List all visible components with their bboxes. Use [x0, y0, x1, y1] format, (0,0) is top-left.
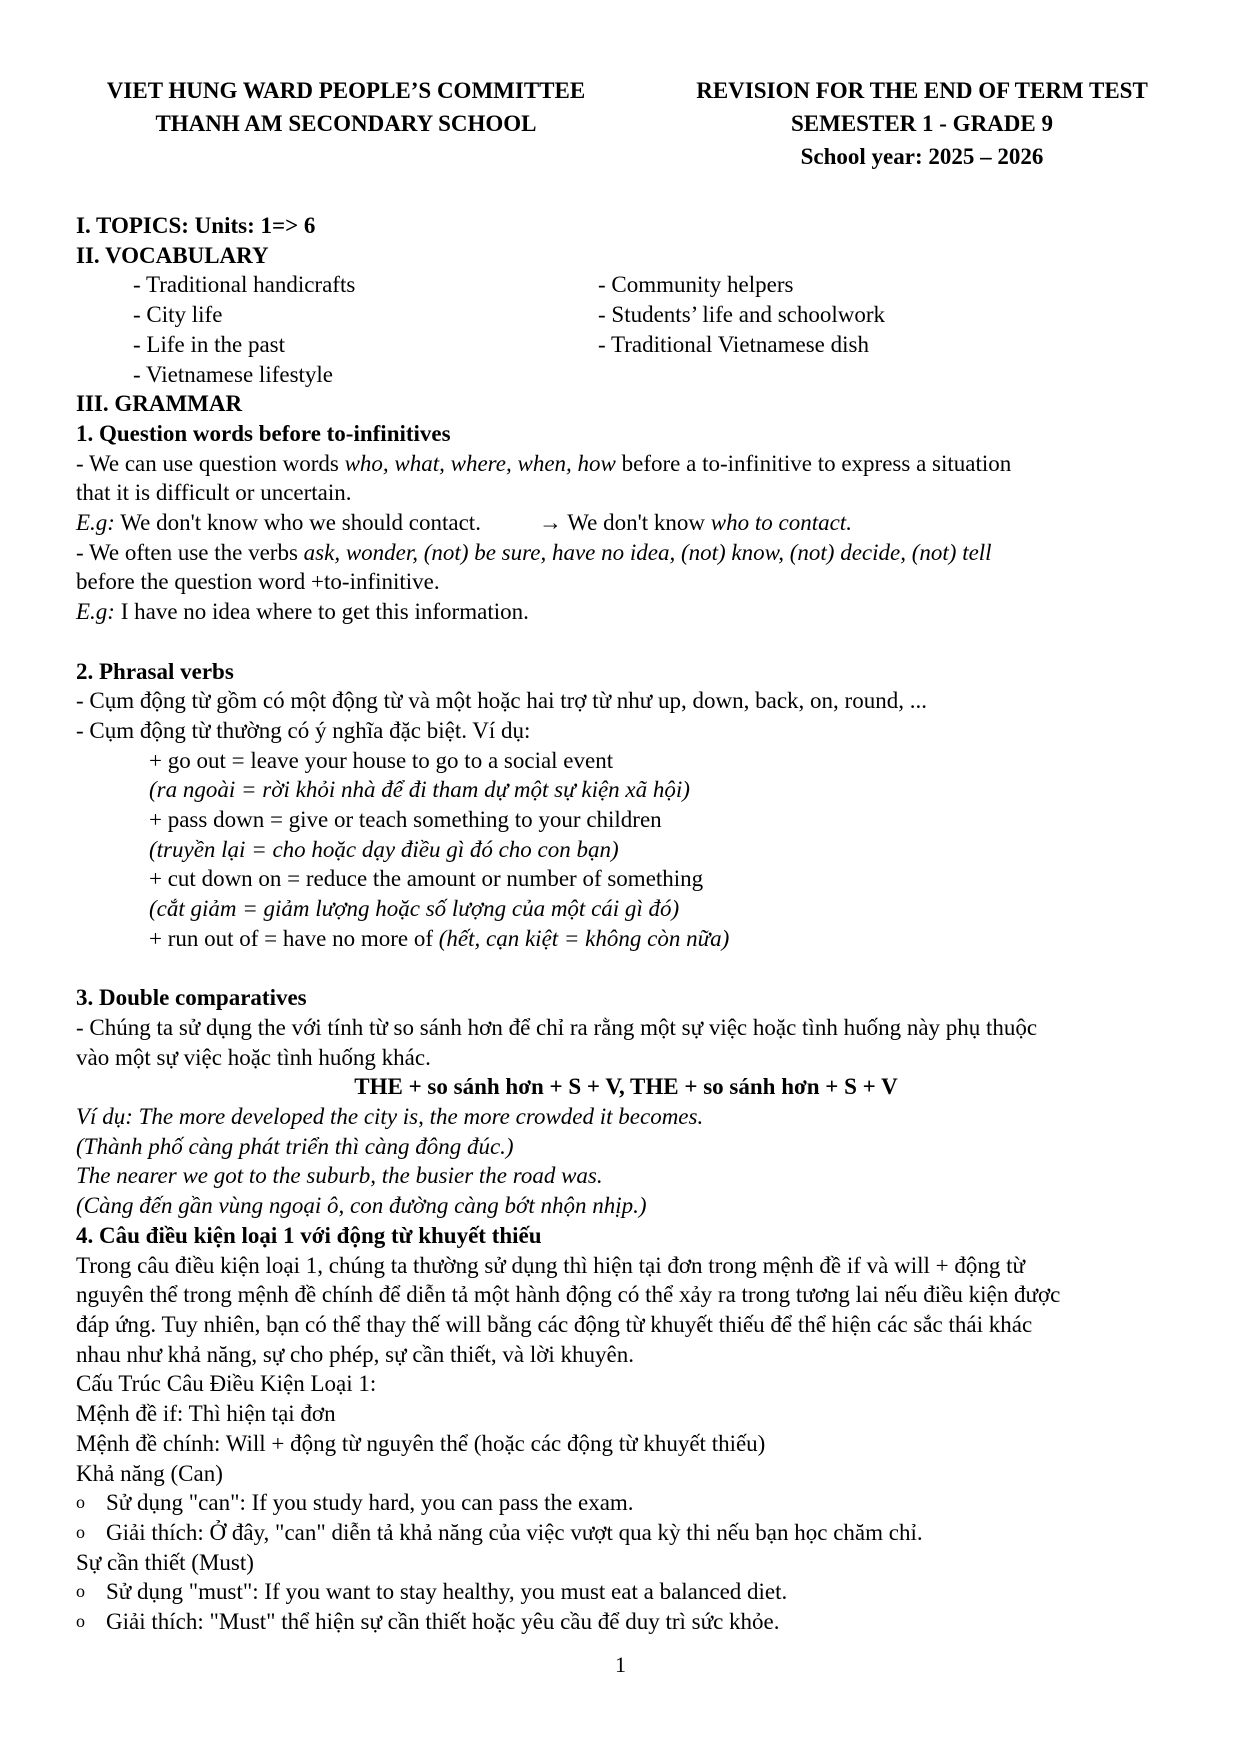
text: We don't know who we should contact. [114, 510, 481, 536]
eg-label: E.g: [76, 510, 115, 536]
paragraph: - Cụm động từ thường có ý nghĩa đặc biệt. Ví dụ: [76, 717, 531, 743]
page-number: 1 [615, 1652, 626, 1677]
bullet-icon: o [76, 1521, 85, 1542]
vocab-item: - Traditional handicrafts [133, 272, 356, 298]
vocabulary-heading: II. VOCABULARY [76, 242, 269, 268]
school-year: School year: 2025 – 2026 [800, 144, 1044, 169]
list-item [76, 1607, 1176, 1637]
vocab-item: - Community helpers [598, 272, 794, 298]
test-title: REVISION FOR THE END OF TERM TEST [696, 78, 1148, 103]
example [76, 508, 1176, 538]
grammar-heading: III. GRAMMAR [76, 391, 243, 417]
text: Sử dụng "must": If you want to stay healthy, you must eat a balanced diet. [106, 1579, 788, 1605]
text: Sử dụng "can": If you study hard, you can pass the exam. [106, 1490, 634, 1516]
paragraph: đáp ứng. Tuy nhiên, bạn có thể thay thế will bằng các động từ khuyết thiếu để thể hiện các sắc thái khác [76, 1311, 1033, 1337]
vocabulary-list [76, 270, 1176, 389]
paragraph: vào một sự việc hoặc tình huống khác. [76, 1044, 431, 1070]
text: I have no idea where to get this information. [114, 599, 529, 625]
vocab-item: - Life in the past [133, 331, 286, 357]
translation: (Thành phố càng phát triển thì càng đông đúc.) [76, 1133, 514, 1159]
committee-name: VIET HUNG WARD PEOPLE’S COMMITTEE [106, 78, 586, 103]
example [149, 924, 1176, 954]
subheading-must: Sự cần thiết (Must) [76, 1549, 254, 1575]
vocab-item: - Traditional Vietnamese dish [598, 331, 869, 357]
text: Giải thích: "Must" thể hiện sự cần thiết hoặc yêu cầu để duy trì sức khỏe. [106, 1609, 780, 1635]
bullet-icon: o [76, 1492, 85, 1513]
translation: (ra ngoài = rời khỏi nhà để đi tham dự một sự kiện xã hội) [149, 777, 690, 803]
text: - We often use the verbs [76, 539, 304, 565]
phrasal-verb-examples [76, 746, 1176, 954]
bullet-icon: o [76, 1611, 85, 1632]
example: + go out = leave your house to go to a social event [149, 747, 614, 773]
example [76, 597, 1176, 627]
example: + pass down = give or teach something to your children [149, 807, 662, 833]
section-title: 2. Phrasal verbs [76, 658, 234, 684]
text: Giải thích: Ở đây, "can" diễn tả khả năng của việc vượt qua kỳ thi nếu bạn học chăm chỉ. [106, 1519, 923, 1545]
vocab-item: - Students’ life and schoolwork [598, 302, 886, 328]
list-item [76, 1518, 1176, 1548]
question-words: who, what, where, when, how [344, 450, 616, 476]
paragraph [76, 538, 1176, 568]
paragraph: - Chúng ta sử dụng the với tính từ so sánh hơn để chỉ ra rằng một sự việc hoặc tình huống này phụ thuộc [76, 1014, 1038, 1040]
formula: THE + so sánh hơn + S + V, THE + so sánh hơn + S + V [354, 1074, 898, 1100]
bullet-icon: o [76, 1581, 85, 1602]
paragraph: - Cụm động từ gồm có một động từ và một hoặc hai trợ từ như up, down, back, on, round, ... [76, 688, 927, 714]
translation: (Càng đến gần vùng ngoại ô, con đường càng bớt nhộn nhịp.) [76, 1193, 647, 1219]
text: + run out of = have no more of [149, 925, 439, 951]
section-title: 1. Question words before to-infinitives [76, 420, 451, 446]
example: Ví dụ: The more developed the city is, the more crowded it becomes. [76, 1104, 704, 1130]
example: The nearer we got to the suburb, the busier the road was. [76, 1163, 603, 1189]
school-name: THANH AM SECONDARY SCHOOL [155, 111, 537, 136]
verb-list: ask, wonder, (not) be sure, have no idea, (not) know, (not) decide, (not) tell [303, 539, 992, 565]
text: → We don't know [538, 510, 711, 536]
header-right [662, 74, 1182, 173]
structure-if: Mệnh đề if: Thì hiện tại đơn [76, 1401, 336, 1427]
list-item [76, 1488, 1176, 1518]
text: who to contact. [710, 510, 852, 536]
paragraph: that it is difficult or uncertain. [76, 480, 352, 506]
vocab-item: - City life [133, 302, 223, 328]
paragraph: nguyên thể trong mệnh đề chính để diễn tả một hành động có thể xảy ra trong tương lai nếu điều kiện được [76, 1282, 1061, 1308]
section-title: 3. Double comparatives [76, 985, 307, 1011]
list-item [76, 1577, 1176, 1607]
paragraph [76, 449, 1176, 479]
structure-label: Cấu Trúc Câu Điều Kiện Loại 1: [76, 1371, 377, 1397]
paragraph: before the question word +to-infinitive. [76, 569, 440, 595]
document-header [76, 74, 1176, 173]
text: - We can use question words [76, 450, 345, 476]
eg-label: E.g: [76, 599, 115, 625]
text: before a to-infinitive to express a situation [615, 450, 1012, 476]
translation: (cắt giảm = giảm lượng hoặc số lượng của một cái gì đó) [149, 896, 680, 922]
section-title: 4. Câu điều kiện loại 1 với động từ khuyết thiếu [76, 1222, 542, 1248]
structure-main: Mệnh đề chính: Will + động từ nguyên thể (hoặc các động từ khuyết thiếu) [76, 1430, 766, 1456]
paragraph: Trong câu điều kiện loại 1, chúng ta thường sử dụng thì hiện tại đơn trong mệnh đề if và will + động từ [76, 1252, 1025, 1278]
arrow-text [539, 508, 852, 538]
subheading-can: Khả năng (Can) [76, 1460, 223, 1486]
translation: (hết, cạn kiệt = không còn nữa) [438, 925, 730, 951]
paragraph: nhau như khả năng, sự cho phép, sự cần thiết, và lời khuyên. [76, 1341, 634, 1367]
document-page [76, 74, 1176, 1637]
semester-grade: SEMESTER 1 - GRADE 9 [791, 111, 1053, 136]
example: + cut down on = reduce the amount or number of something [149, 866, 704, 892]
vocab-item: - Vietnamese lifestyle [133, 361, 334, 387]
topics-heading: I. TOPICS: Units: 1=> 6 [76, 213, 316, 238]
translation: (truyền lại = cho hoặc dạy điều gì đó cho con bạn) [149, 836, 619, 862]
header-left [76, 74, 616, 173]
